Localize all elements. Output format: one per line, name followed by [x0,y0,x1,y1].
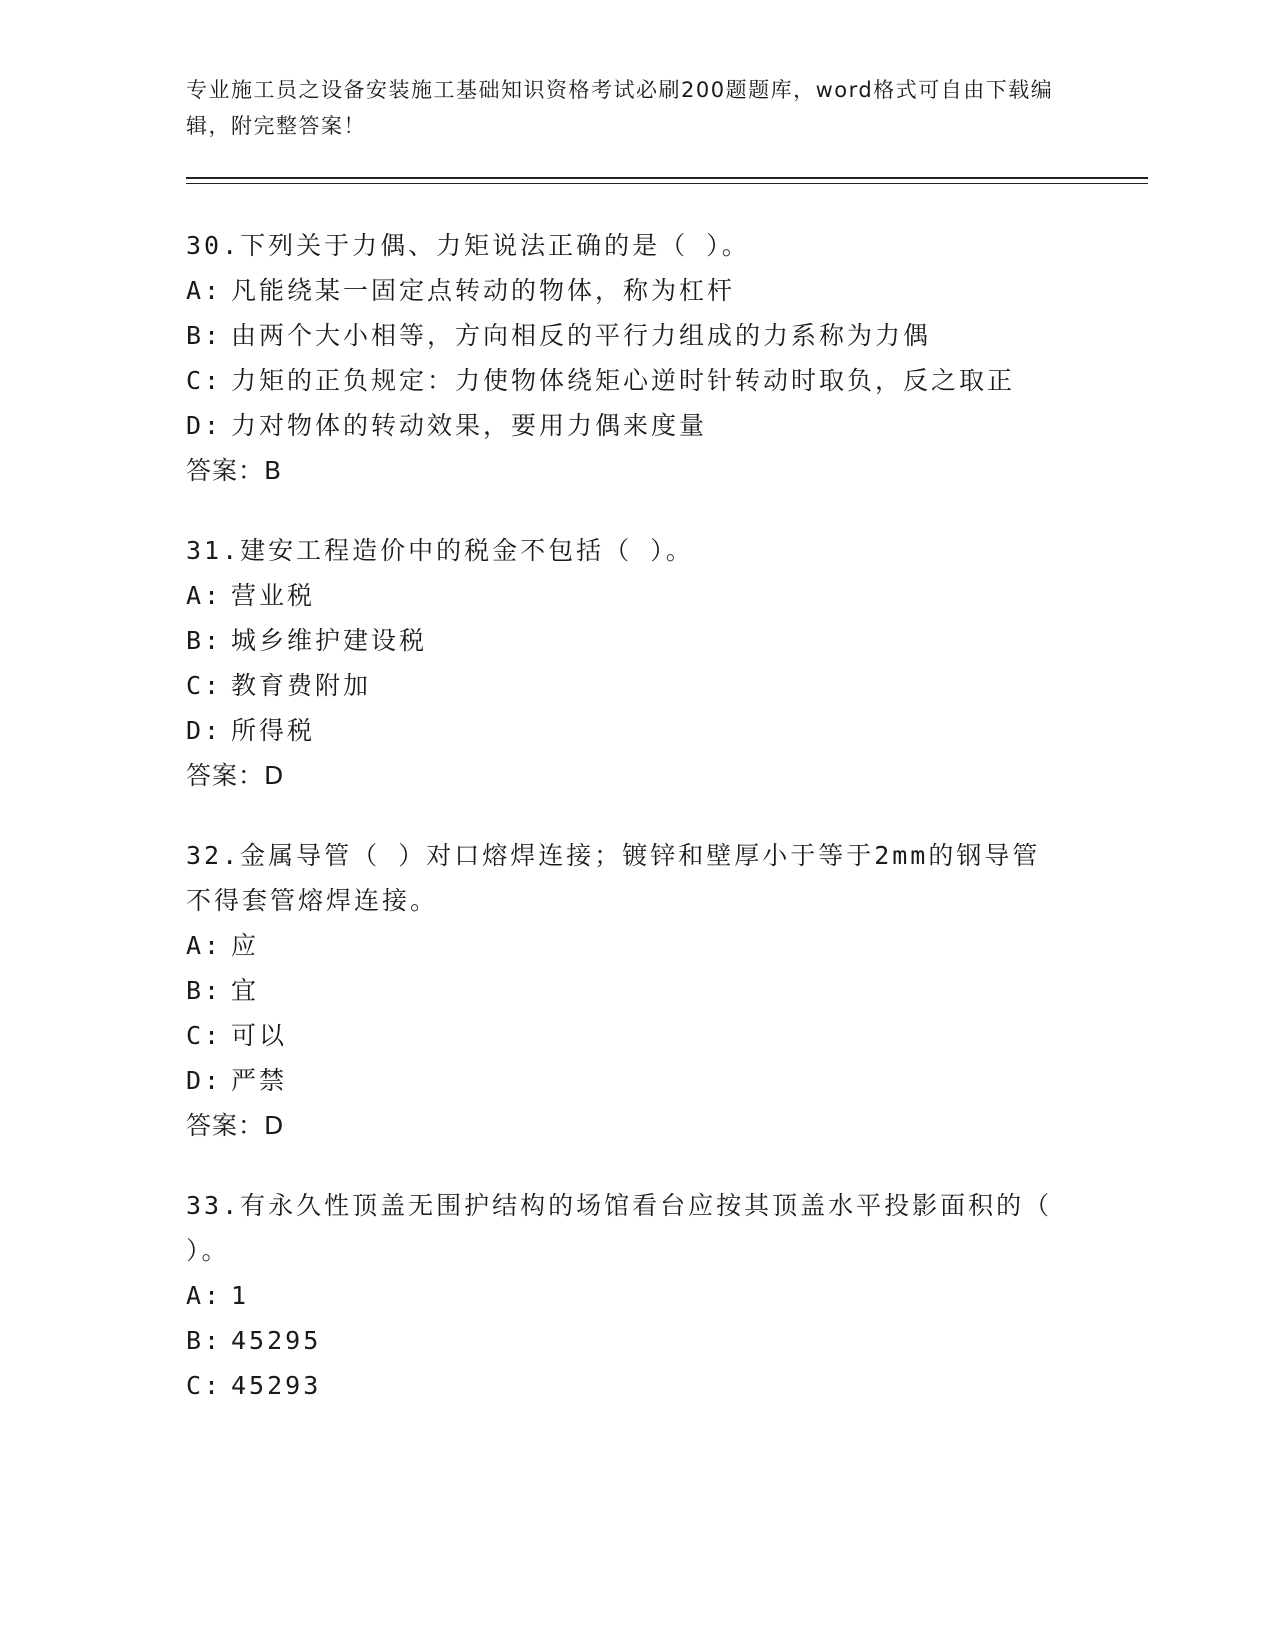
option-b [186,313,1066,358]
option-text: 凡能绕某一固定点转动的物体，称为杠杆 [231,276,736,305]
option-text: 严禁 [231,1066,288,1095]
question-stem: 30.下列关于力偶、力矩说法正确的是（ ）。 [186,231,750,260]
option-text: 力对物体的转动效果，要用力偶来度量 [231,411,708,440]
option-key: B: [186,321,223,350]
answer-line: 答案：B [186,456,283,485]
option-b [186,618,1066,663]
option-key: B: [186,1326,223,1355]
option-c [186,1013,1066,1058]
question-stem: 33.有永久性顶盖无围护结构的场馆看台应按其顶盖水平投影面积的（ ）。 [186,1191,1053,1265]
header-divider [186,177,1148,184]
answer-line: 答案：D [186,761,285,790]
option-key: D: [186,716,223,745]
option-key: B: [186,976,223,1005]
option-a [186,268,1066,313]
option-b [186,1318,1066,1363]
option-key: C: [186,1021,223,1050]
question-30 [186,223,1066,493]
option-a [186,1273,1066,1318]
option-text: 45295 [231,1326,322,1355]
option-d [186,1058,1066,1103]
option-text: 1 [231,1281,250,1310]
option-key: C: [186,671,223,700]
option-key: D: [186,1066,223,1095]
question-stem: 32.金属导管（ ）对口熔焊连接；镀锌和壁厚小于等于2mm的钢导管不得套管熔焊连接。 [186,841,1041,915]
question-31 [186,528,1066,798]
answer-line: 答案：D [186,1111,285,1140]
option-key: D: [186,411,223,440]
option-key: A: [186,581,223,610]
option-key: A: [186,931,223,960]
option-text: 城乡维护建设税 [231,626,428,655]
option-text: 所得税 [231,716,316,745]
option-text: 力矩的正负规定：力使物体绕矩心逆时针转动时取负，反之取正 [231,366,1016,395]
option-key: C: [186,1371,223,1400]
option-key: B: [186,626,223,655]
option-text: 可以 [231,1021,288,1050]
option-d [186,708,1066,753]
option-c [186,663,1066,708]
option-key: A: [186,276,223,305]
document-header: 专业施工员之设备安装施工基础知识资格考试必刷200题题库，word格式可自由下载编辑，附完整答案！ [186,78,1054,138]
option-b [186,968,1066,1013]
option-text: 应 [231,931,260,960]
option-a [186,923,1066,968]
question-stem: 31.建安工程造价中的税金不包括（ ）。 [186,536,694,565]
option-c [186,358,1066,403]
question-32 [186,833,1066,1148]
option-key: A: [186,1281,223,1310]
option-text: 营业税 [231,581,316,610]
option-c [186,1363,1066,1408]
option-text: 由两个大小相等，方向相反的平行力组成的力系称为力偶 [231,321,932,350]
question-33 [186,1183,1066,1408]
option-text: 宜 [231,976,260,1005]
option-text: 45293 [231,1371,322,1400]
option-text: 教育费附加 [231,671,372,700]
option-d [186,403,1066,448]
option-key: C: [186,366,223,395]
option-a [186,573,1066,618]
